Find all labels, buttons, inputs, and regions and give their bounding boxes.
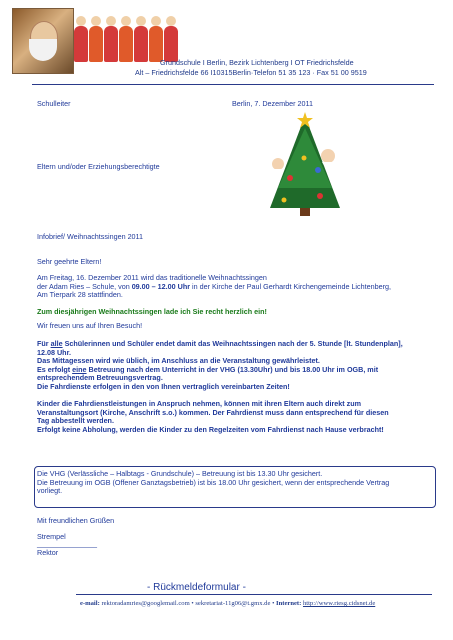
school-address-header: Alt – Friedrichsfelde 66 I10315Berlin·Telefon 51 35 123 · Fax 51 00 9519 [135, 68, 367, 77]
feedback-form-title: - Rückmeldeformular - [147, 582, 246, 593]
care-info-text: Die VHG (Verlässliche – Halbtags - Grundschule) – Betreuung ist bis 13.30 Uhr gesichert. Die Betreuung im OGB (Offener Ganztagsbetrieb) ist bis 18.00 Uhr gesichert, wenn der entsprechende Vertrag vorliegt. [37, 469, 390, 496]
christmas-tree-illustration [260, 108, 350, 218]
schedule-paragraph: Für alle Schülerinnen und Schüler endet damit das Weihnachtssingen nach der 5. Stunde [lt. Stundenplan], 12.08 Uhr. Das Mittagessen wird wie üblich, im Anschluss an die Veranstaltung gewährleistet. Es erfolgt eine Betreuung nach dem Unterricht in der VHG (13.30Uhr) und bis 18.00 Uhr im OGB, mit entsprechendem Betreuungsvertrag. Die Fahrdienste erfolgen in den von Ihnen vertraglich vereinbarten Zeiten! [37, 339, 403, 391]
footer-divider [76, 594, 432, 595]
event-paragraph: Am Freitag, 16. Dezember 2011 wird das traditionelle Weihnachtssingen der Adam Ries – Schule, von 09.00 – 12.00 Uhr in der Kirche der Paul Gerhardt Kirchengemeinde Lichtenberg, Am Tierpark 28 stattfinden. [37, 273, 391, 300]
email-link-sekretariat[interactable]: sekretariat-11g06@t.gmx.de [195, 600, 271, 607]
sender-label: Schulleiter [37, 99, 71, 108]
email-link-rektor[interactable]: rektoradamries@googlemail.com [101, 600, 190, 607]
signatory-role: Rektor [37, 548, 59, 557]
letter-date: Berlin, 7. Dezember 2011 [232, 99, 313, 108]
school-name-header: Grundschule I Berlin, Bezirk Lichtenberg I OT Friedrichsfelde [160, 58, 354, 67]
signature-line: _______________ [37, 539, 97, 548]
subject-line: Infobrief/ Weihnachtssingen 2011 [37, 232, 144, 241]
salutation: Sehr geehrte Eltern! [37, 257, 102, 266]
closing-line: Mit freundlichen Grüßen [37, 516, 115, 525]
welcome-line: Wir freuen uns auf Ihren Besuch! [37, 321, 143, 330]
invitation-line: Zum diesjährigen Weihnachtssingen lade ich Sie recht herzlich ein! [37, 307, 267, 316]
founder-portrait [12, 8, 74, 74]
portrait-beard [29, 39, 57, 61]
header-divider [32, 84, 434, 85]
recipient-line: Eltern und/oder Erziehungsberechtigte [37, 162, 160, 171]
footer-contact: e-mail: rektoradamries@googlemail.com • sekretariat-11g06@t.gmx.de • Internet: http://www.riesg.cidsnet.de [80, 600, 376, 607]
signatory-name: Strempel [37, 532, 66, 541]
transport-paragraph: Kinder die Fahrdienstleistungen in Anspruch nehmen, können mit ihren Eltern auch direkt zum Veranstaltungsort (Kirche, Anschrift s.o.) kommen. Der Fahrdienst muss dann entsprechend für diesen Tag abbestellt werden. Erfolgt keine Abholung, werden die Kinder zu den Regelzeiten vom Fahrdienst nach Hause verbracht! [37, 399, 389, 434]
website-link[interactable]: http://www.riesg.cidsnet.de [302, 600, 376, 607]
